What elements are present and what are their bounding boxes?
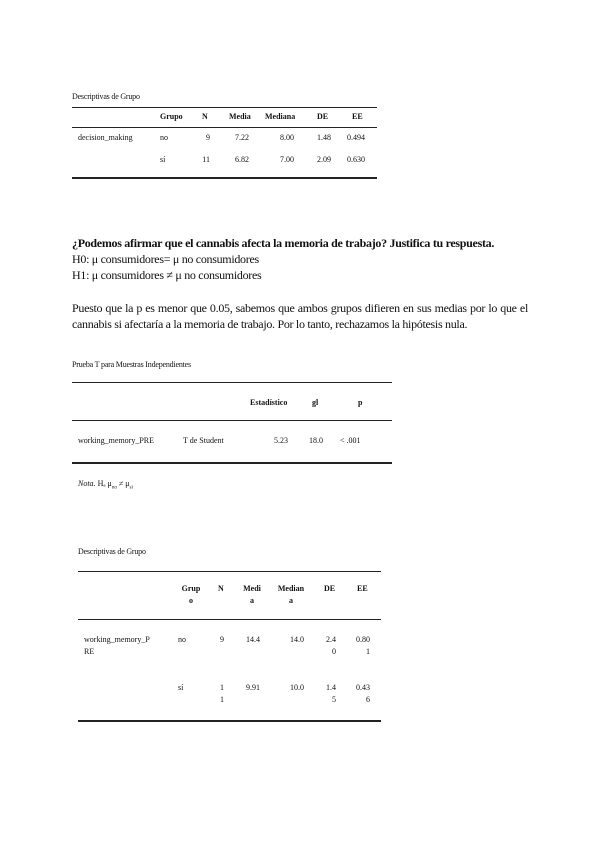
table2-row1-grupo: no	[178, 635, 186, 644]
table2-row1-mediana: 14.0	[290, 635, 304, 644]
ttest-header-estadistico: Estadístico	[250, 398, 288, 407]
table2-header-grupo-line1: Grup	[181, 584, 201, 593]
ttest-header-p: p	[358, 398, 363, 407]
ttest-test-name: T de Student	[183, 436, 224, 445]
table1-header-grupo: Grupo	[160, 112, 183, 121]
hypothesis-h0: H0: μ consumidores= μ no consumidores	[72, 252, 259, 266]
table2-row2-media: 9.91	[246, 683, 260, 692]
table2-row1-de	[318, 635, 336, 656]
answer-paragraph: Puesto que la p es menor que 0.05, sabemos que ambos grupos difieren en sus medias por lo que el cannabis si afectaría a la memoria de trabajo. Por lo tanto, rechazamos la hipótesis nula.	[72, 301, 528, 331]
table2-header-media-line1: Medi	[243, 584, 261, 593]
ttest-bottom-rule	[72, 462, 392, 464]
table2-row2-mediana: 10.0	[290, 683, 304, 692]
note-neq: ≠ μ	[116, 479, 130, 488]
table1-header-media: Media	[229, 112, 251, 121]
table2-caption: Descriptivas de Grupo	[78, 547, 146, 556]
table1-row2-ee: 0.630	[347, 155, 365, 164]
table2-header-media	[238, 584, 266, 605]
table1	[72, 106, 377, 180]
table2-row2-n-line2: 1	[220, 695, 224, 704]
table2-row1-n: 9	[220, 635, 224, 644]
table1-row2-n: 11	[202, 155, 210, 164]
table1-row1-media: 7.22	[235, 133, 249, 142]
table2-row1-ee-line1: 0.80	[356, 635, 370, 644]
table1-row1-n: 9	[206, 133, 210, 142]
table2-header-n: N	[218, 584, 224, 593]
ttest-estadistico: 5.23	[274, 436, 288, 445]
ttest-caption: Prueba T para Muestras Independientes	[72, 360, 191, 369]
note-text: Hₐ μ	[97, 479, 112, 488]
table1-row1-ee: 0.494	[347, 133, 365, 142]
hypothesis-h1: H1: μ consumidores ≠ μ no consumidores	[72, 268, 262, 282]
table1-header-de: DE	[317, 112, 329, 121]
ttest-note	[78, 479, 133, 491]
table1-header-mediana: Mediana	[265, 112, 296, 121]
table2-variable	[84, 635, 150, 656]
table2-header-media-line2: a	[250, 596, 254, 605]
table2-row2-de	[318, 683, 336, 704]
table1-caption: Descriptivas de Grupo	[72, 92, 140, 101]
table1-header-ee: EE	[352, 112, 363, 121]
ttest-gl: 18.0	[309, 436, 323, 445]
table2-header-mediana	[274, 584, 308, 605]
ttest-top-rule	[72, 382, 392, 383]
ttest-variable: working_memory_PRE	[78, 436, 154, 445]
table1-row2-mediana: 7.00	[280, 155, 294, 164]
ttest-table	[72, 381, 392, 467]
table1-row2-media: 6.82	[235, 155, 249, 164]
note-label: Nota.	[78, 479, 96, 488]
table2-row2-de-line1: 1.4	[326, 683, 336, 692]
question-heading: ¿Podemos afirmar que el cannabis afecta la memoria de trabajo? Justifica tu respuesta.	[72, 236, 495, 250]
table2-variable-line1: working_memory_P	[84, 635, 150, 644]
table2-row1-de-line1: 2.4	[326, 635, 336, 644]
table2-top-rule	[78, 571, 381, 572]
table2-row1-ee-line2: 1	[366, 647, 370, 656]
table2-row2-grupo: sí	[178, 683, 184, 692]
table1-header-n: N	[202, 112, 208, 121]
table2-header-grupo	[176, 584, 206, 605]
table2-header-de: DE	[324, 584, 336, 593]
table1-row2-de: 2.09	[317, 155, 331, 164]
ttest-p: < .001	[340, 436, 361, 445]
note-sub-si: sí	[129, 485, 133, 491]
table2	[78, 570, 381, 725]
table2-row2-de-line2: 5	[332, 695, 336, 704]
table2-header-mediana-line2: a	[289, 596, 293, 605]
table1-row1-mediana: 8.00	[280, 133, 294, 142]
table2-row2-ee	[348, 683, 370, 704]
table2-variable-line2: RE	[84, 647, 95, 656]
table2-row1-de-line2: 0	[332, 647, 336, 656]
table2-row2-n-line1: 1	[220, 683, 224, 692]
table2-header-grupo-line2: o	[189, 596, 193, 605]
table1-row1-de: 1.48	[317, 133, 331, 142]
ttest-header-rule	[72, 420, 392, 421]
table1-row1-grupo: no	[160, 133, 168, 142]
table1-row2-grupo: sí	[160, 155, 166, 164]
table2-row1-media: 14.4	[246, 635, 260, 644]
table1-variable: decision_making	[78, 133, 133, 142]
table2-row2-ee-line1: 0.43	[356, 683, 370, 692]
table2-row1-ee	[348, 635, 370, 656]
table1-bottom-rule	[72, 177, 377, 179]
table2-header-ee: EE	[357, 584, 368, 593]
table2-header-rule	[78, 619, 381, 620]
table1-top-rule	[72, 107, 377, 108]
table2-row2-ee-line2: 6	[366, 695, 370, 704]
table1-header-rule	[72, 127, 377, 128]
table2-bottom-rule	[78, 720, 381, 722]
ttest-header-gl: gl	[312, 398, 319, 407]
table2-row2-n	[208, 683, 224, 704]
table2-header-mediana-line1: Median	[277, 584, 305, 593]
note-sub-no: no	[111, 485, 117, 491]
